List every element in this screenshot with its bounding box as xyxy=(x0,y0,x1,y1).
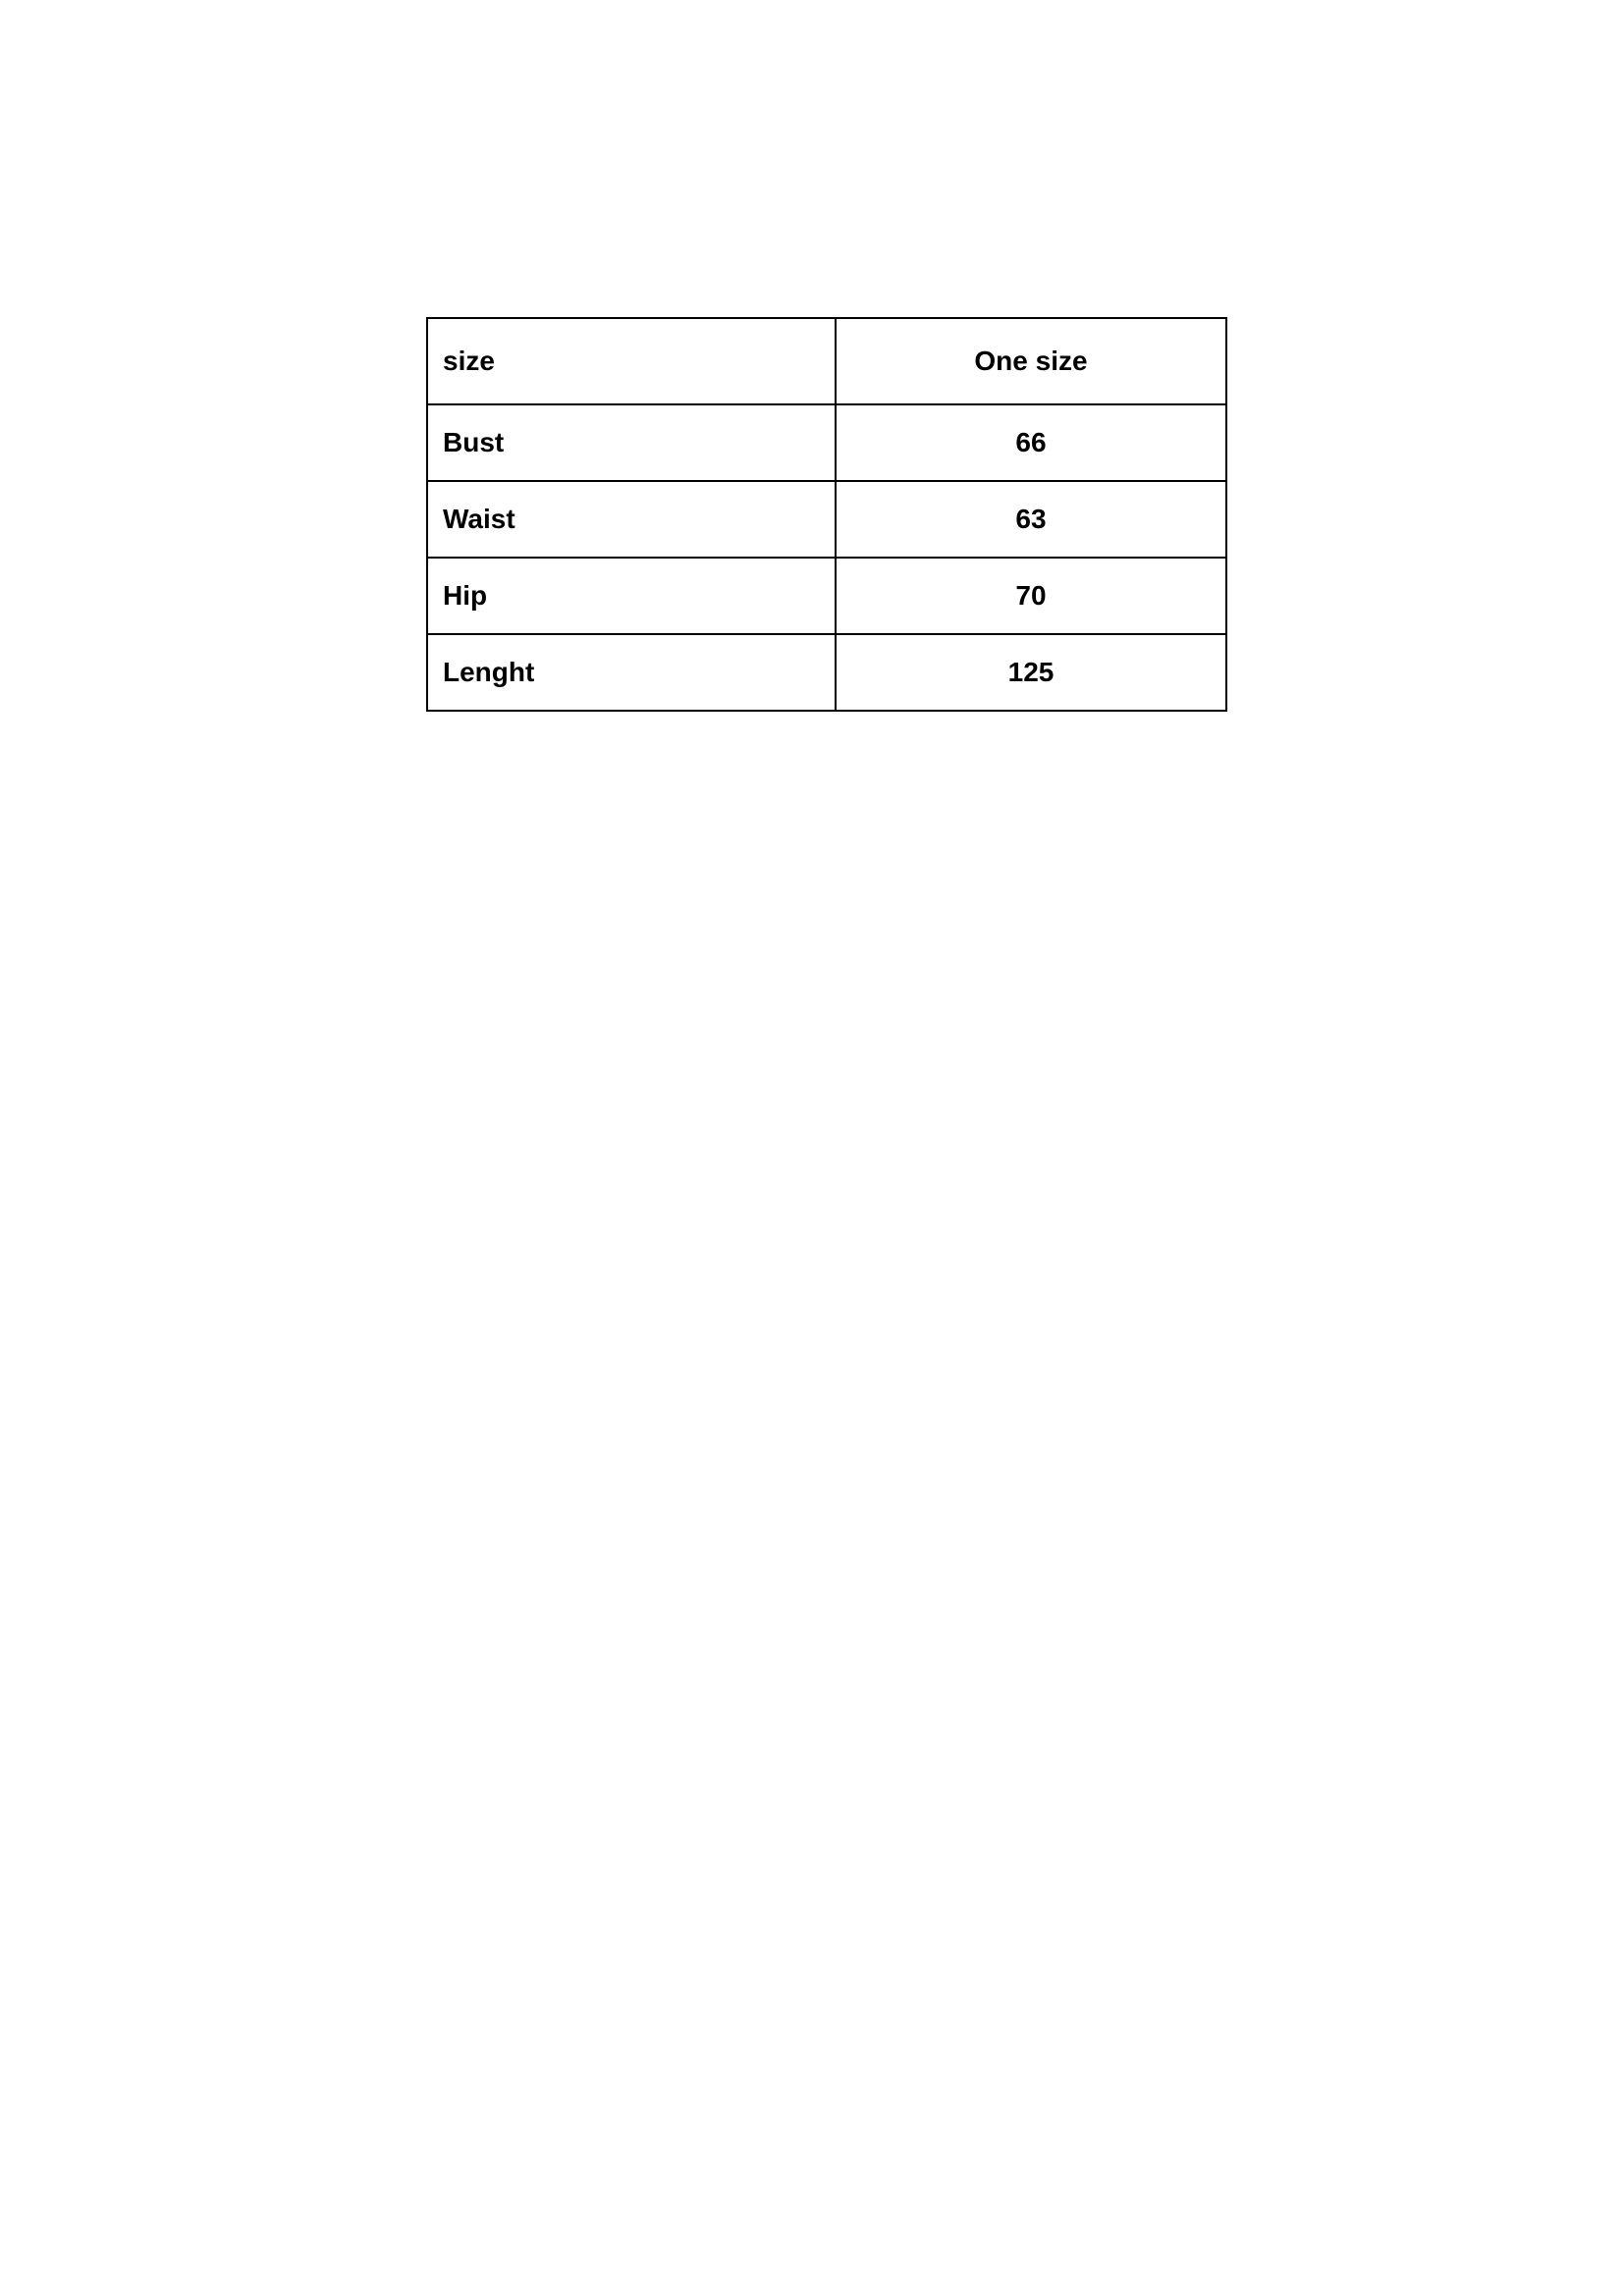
table-row xyxy=(427,558,1226,634)
measurement-value: 63 xyxy=(836,481,1226,558)
measurement-value: 125 xyxy=(836,634,1226,711)
measurement-label: Waist xyxy=(427,481,836,558)
measurement-value: 66 xyxy=(836,404,1226,481)
measurement-label: Hip xyxy=(427,558,836,634)
table-header-row xyxy=(427,318,1226,404)
table-header-label: size xyxy=(427,318,836,404)
table-row xyxy=(427,404,1226,481)
table-row xyxy=(427,634,1226,711)
table-row xyxy=(427,481,1226,558)
table-header-value: One size xyxy=(836,318,1226,404)
size-chart-table xyxy=(426,317,1227,712)
measurement-label: Lenght xyxy=(427,634,836,711)
measurement-label: Bust xyxy=(427,404,836,481)
measurement-value: 70 xyxy=(836,558,1226,634)
